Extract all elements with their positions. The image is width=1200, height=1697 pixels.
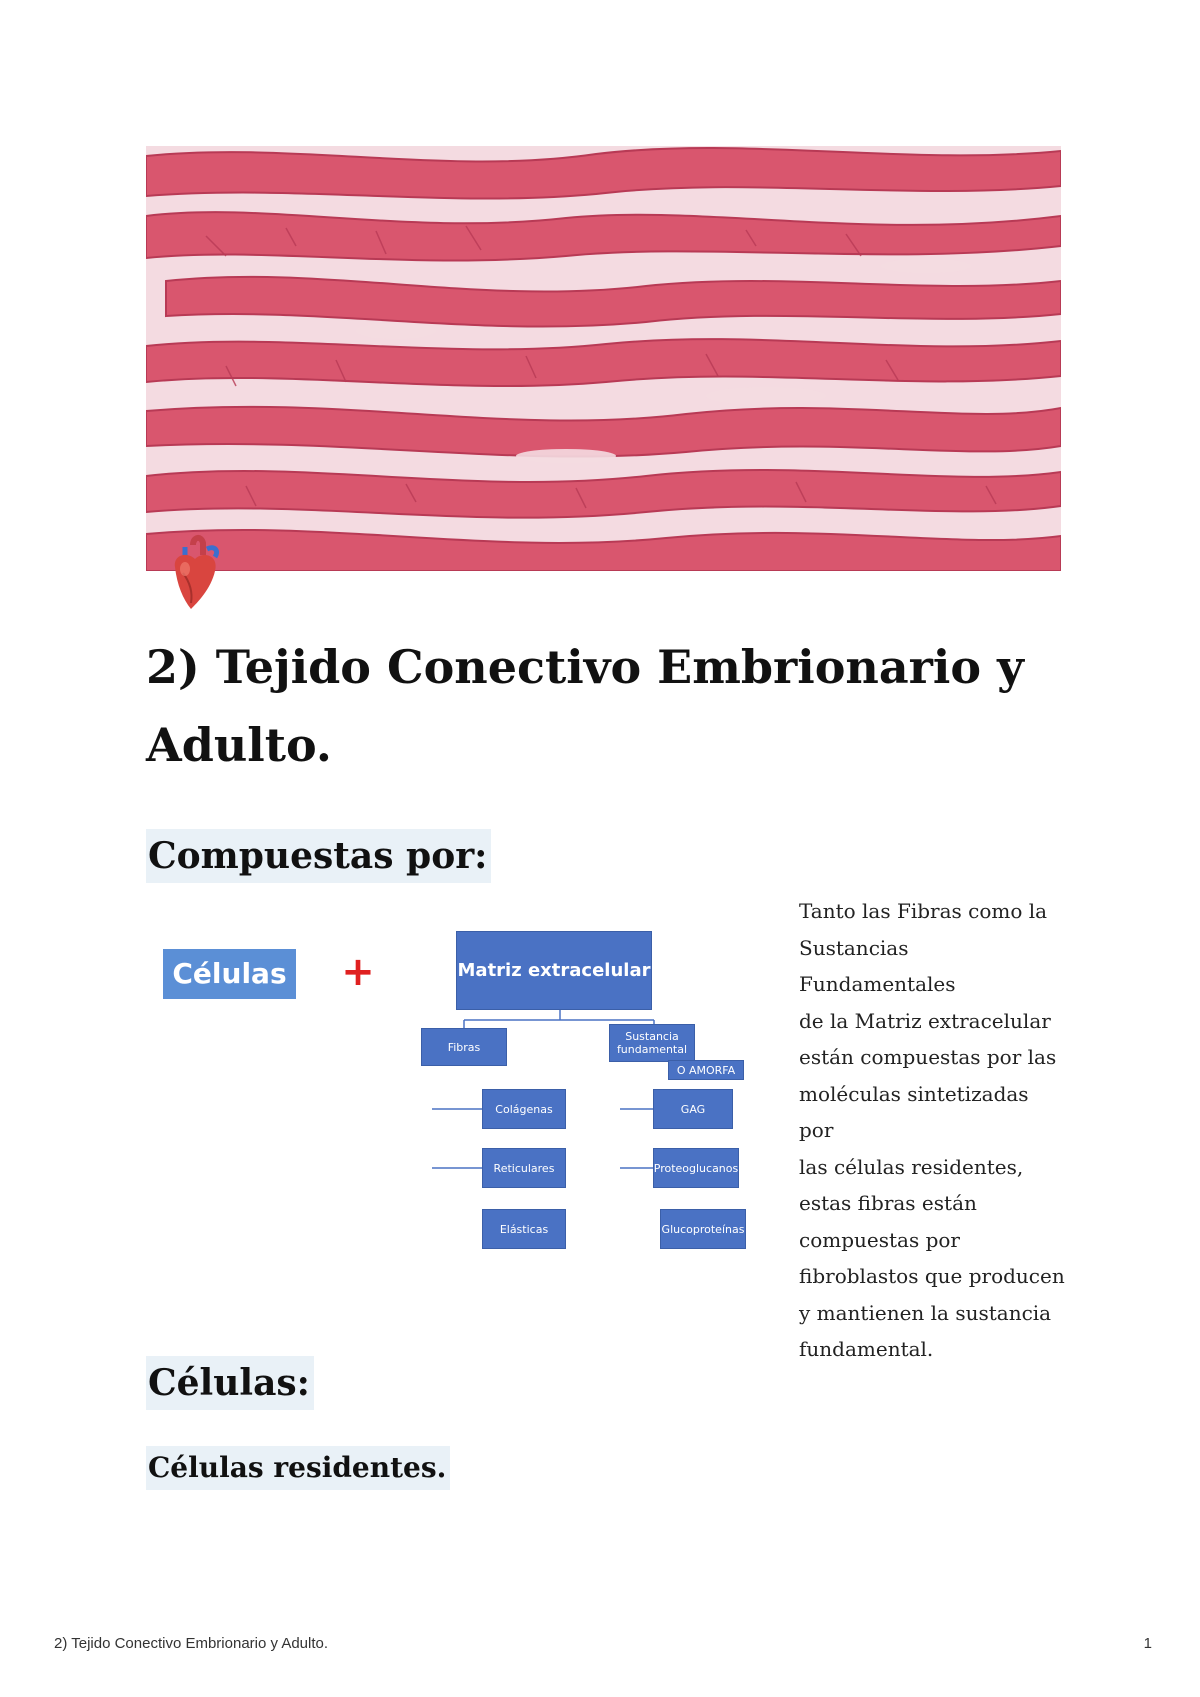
diagram-node-elasticas: Elásticas xyxy=(482,1209,566,1249)
diagram-node-sustancia: Sustancia fundamental xyxy=(609,1024,695,1062)
diagram-node-colagenas: Colágenas xyxy=(482,1089,566,1129)
description-paragraph: Tanto las Fibras como la Sustancias Fundamentales de la Matriz extracelular están compuestas por las moléculas sintetizadas por las células residentes, estas fibras están compuestas por fibroblastos que producen y mantienen la sustancia fundamental. xyxy=(799,899,1065,1361)
diagram-node-matriz: Matriz extracelular xyxy=(456,931,652,1010)
footer-document-title: 2) Tejido Conectivo Embrionario y Adulto. xyxy=(54,1635,329,1652)
plus-icon: + xyxy=(341,949,375,995)
cells-box: Células xyxy=(163,949,296,999)
subheading-celulas-residentes: Células residentes. xyxy=(146,1446,450,1490)
diagram-node-fibras: Fibras xyxy=(421,1028,507,1066)
section-heading-celulas: Células: xyxy=(146,1356,314,1410)
diagram-node-gag: GAG xyxy=(653,1089,733,1129)
diagram-node-reticulares: Reticulares xyxy=(482,1148,566,1188)
page-title: 2) Tejido Conectivo Embrionario y Adulto. xyxy=(146,640,1024,772)
footer-page-number: 1 xyxy=(1143,1635,1152,1652)
diagram-node-glucoproteinas: Glucoproteínas xyxy=(660,1209,746,1249)
diagram-node-proteoglucanos: Proteoglucanos xyxy=(653,1148,739,1188)
diagram-node-amorfa: O AMORFA xyxy=(668,1060,744,1080)
section-heading-compuestas: Compuestas por: xyxy=(146,829,491,883)
